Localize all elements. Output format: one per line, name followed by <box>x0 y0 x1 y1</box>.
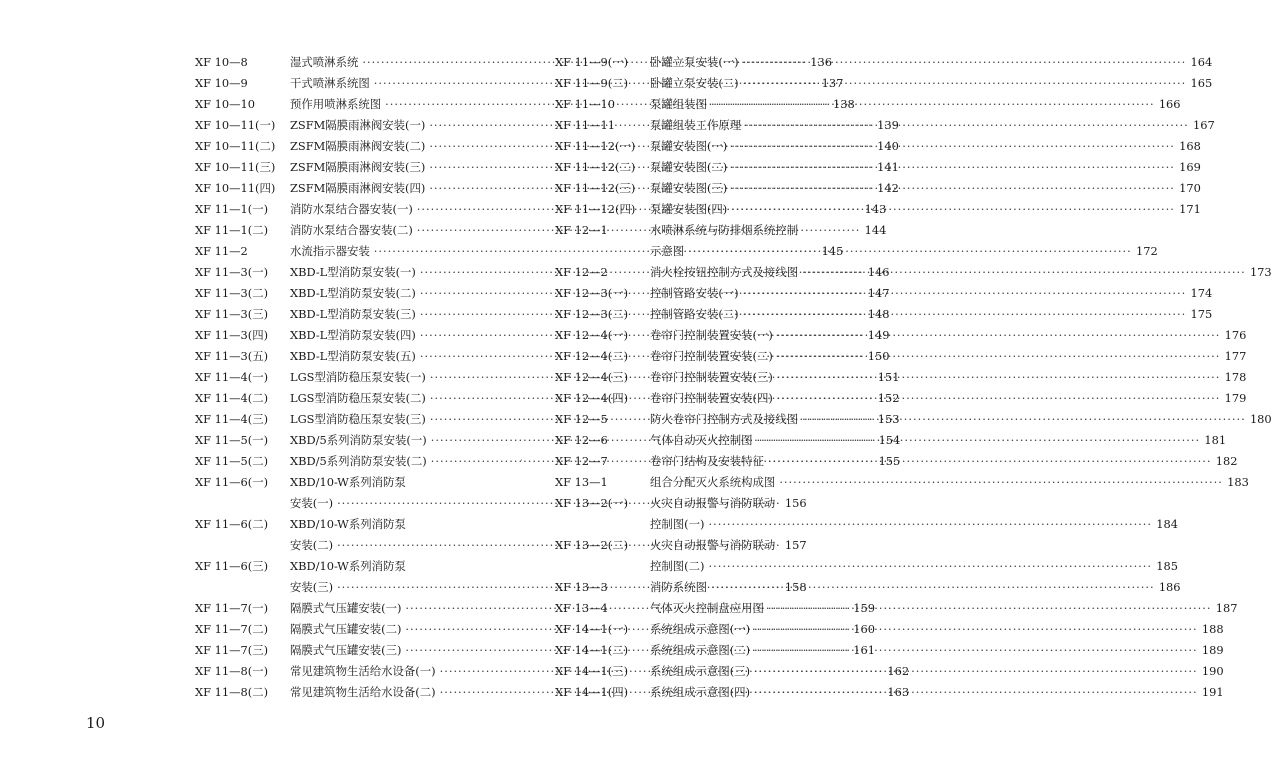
entry-page: 136 <box>810 55 832 69</box>
entry-page: 145 <box>821 244 844 258</box>
entry-code: XF 12—7 <box>555 454 608 468</box>
entry-page: 137 <box>821 76 844 90</box>
entry-code: XF 14—1(四) <box>555 685 629 699</box>
entry-title: 泵罐组装工作原理 <box>650 118 742 132</box>
entry-page: 169 <box>1179 160 1201 174</box>
entry-page: 181 <box>1204 433 1227 447</box>
entry-page: 189 <box>1201 643 1224 657</box>
entry-page: 173 <box>1249 265 1272 279</box>
entry-title: 火灾自动报警与消防联动 <box>650 538 776 552</box>
dot-leader <box>743 73 1187 94</box>
entry-code: XF 13—3 <box>555 580 608 594</box>
entry-title: LGS型消防稳压泵安装(二) <box>290 391 426 405</box>
entry-code: XF 12—3(一) <box>555 286 629 300</box>
entry-page: 172 <box>1136 244 1158 258</box>
entry-code: XF 11—8(一) <box>195 664 269 678</box>
entry-title: 气体自动灭火控制图 <box>650 433 753 447</box>
entry-code: XF 11—6(二) <box>195 517 269 531</box>
toc-entry <box>195 514 513 535</box>
toc-entry <box>555 619 1224 640</box>
toc-entry <box>555 472 1249 493</box>
entry-code: XF 11—8(二) <box>195 685 269 699</box>
entry-title: 预作用喷淋系统图 <box>290 97 382 111</box>
entry-code: XF 12—1 <box>555 223 608 237</box>
dot-leader <box>711 577 1155 598</box>
dot-leader <box>731 178 1175 199</box>
entry-title: XBD-L型消防泵安装(四) <box>290 328 416 342</box>
entry-page: 186 <box>1158 580 1181 594</box>
entry-page: 178 <box>1224 370 1247 384</box>
entry-page: 153 <box>877 412 900 426</box>
entry-code: XF 11—7(二) <box>195 622 269 636</box>
toc-entry <box>195 556 513 577</box>
toc-entry <box>555 556 1179 577</box>
entry-title: 干式喷淋系统图 <box>290 76 370 90</box>
entry-page: 158 <box>784 580 807 594</box>
entry-code: XF 11—10 <box>555 97 616 111</box>
entry-page: 185 <box>1156 559 1179 573</box>
entry-code: XF 13—2(一) <box>555 496 629 510</box>
entry-page: 191 <box>1201 685 1224 699</box>
entry-title: 控制图(一) <box>650 517 705 531</box>
entry-code: XF 11—1(二) <box>195 223 269 237</box>
dot-leader <box>731 136 1175 157</box>
entry-title: 隔膜式气压罐安装(二) <box>290 622 402 636</box>
entry-title: 泵罐安装图(一) <box>650 139 728 153</box>
dot-leader <box>688 241 1132 262</box>
dot-leader <box>743 283 1187 304</box>
entry-title: XBD/10-W系列消防泵 <box>290 475 406 489</box>
dot-leader <box>777 367 1221 388</box>
entry-code: XF 11—6(一) <box>195 475 269 489</box>
entry-page: 140 <box>877 139 899 153</box>
entry-page: 165 <box>1190 76 1213 90</box>
entry-page: 184 <box>1156 517 1179 531</box>
entry-title: 控制管路安装(二) <box>650 307 739 321</box>
entry-title: 泵罐安装图(三) <box>650 181 728 195</box>
dot-leader <box>754 640 1198 661</box>
entry-code: XF 11—3(五) <box>195 349 269 363</box>
entry-page: 146 <box>867 265 890 279</box>
toc-entry <box>555 640 1224 661</box>
entry-title: XBD-L型消防泵安装(二) <box>290 286 416 300</box>
entry-title: 常见建筑物生活给水设备(二) <box>290 685 436 699</box>
dot-leader <box>731 199 1175 220</box>
entry-code: XF 11—4(一) <box>195 370 269 384</box>
entry-page: 188 <box>1201 622 1224 636</box>
dot-leader <box>777 346 1221 367</box>
dot-leader <box>754 661 1198 682</box>
entry-code: XF 11—12(三) <box>555 181 636 195</box>
dot-leader <box>779 472 1223 493</box>
entry-code: XF 11—4(二) <box>195 391 269 405</box>
toc-entry <box>555 535 873 556</box>
dot-leader <box>708 514 1152 535</box>
entry-title: XBD/10-W系列消防泵 <box>290 559 406 573</box>
entry-page: 157 <box>784 538 807 552</box>
entry-code: XF 12—2 <box>555 265 608 279</box>
entry-title: 泵罐安装图(二) <box>650 160 728 174</box>
entry-title: 隔膜式气压罐安装(三) <box>290 643 402 657</box>
dot-leader <box>711 94 1155 115</box>
entry-code: XF 11—3(三) <box>195 307 269 321</box>
entry-page: 151 <box>877 370 900 384</box>
entry-title: 卧罐立泵安装(一) <box>650 55 739 69</box>
entry-code: XF 11—3(一) <box>195 265 269 279</box>
scan-speck: · <box>520 456 523 466</box>
dot-leader <box>743 304 1187 325</box>
entry-title: 系统组成示意图(四) <box>650 685 751 699</box>
toc-entry <box>555 493 873 514</box>
entry-code: XF 12—4(四) <box>555 391 629 405</box>
entry-title: XBD/10-W系列消防泵 <box>290 517 406 531</box>
page-number: 10 <box>86 714 106 732</box>
entry-page: 187 <box>1215 601 1238 615</box>
entry-page: 166 <box>1158 97 1181 111</box>
entry-title: 泵罐组装图 <box>650 97 707 111</box>
dot-leader <box>777 325 1221 346</box>
entry-title: 湿式喷淋系统 <box>290 55 359 69</box>
entry-code: XF 12—4(一) <box>555 328 629 342</box>
entry-title: 卷帘门结构及安装特征 <box>650 454 764 468</box>
entry-title: 控制管路安装(一) <box>650 286 739 300</box>
entry-page: 159 <box>853 601 875 615</box>
entry-title: 消防水泵结合器安装(一) <box>290 202 413 216</box>
entry-title: 消防水泵结合器安装(二) <box>290 223 413 237</box>
entry-code: XF 11—2 <box>195 244 248 258</box>
dot-leader <box>731 157 1175 178</box>
entry-title: 泵罐安装图(四) <box>650 202 728 216</box>
entry-code: XF 11—9(一) <box>555 55 629 69</box>
entry-title: 安装(一) <box>290 496 334 510</box>
entry-code: XF 11—6(三) <box>195 559 269 573</box>
entry-code: XF 10—11(二) <box>195 139 276 153</box>
entry-title: 常见建筑物生活给水设备(一) <box>290 664 436 678</box>
toc-entry <box>555 241 1158 262</box>
entry-code: XF 11—12(四) <box>555 202 636 216</box>
entry-page: 170 <box>1179 181 1201 195</box>
entry-page: 143 <box>864 202 887 216</box>
entry-code: XF 10—8 <box>195 55 248 69</box>
entry-page: 144 <box>864 223 887 237</box>
entry-title: 消防系统图 <box>650 580 707 594</box>
dot-leader <box>754 619 1198 640</box>
entry-title: 防火卷帘门控制方式及接线图 <box>650 412 799 426</box>
entry-code: XF 13—2(二) <box>555 538 629 552</box>
dot-leader <box>768 451 1212 472</box>
entry-code: XF 10—10 <box>195 97 256 111</box>
entry-title: LGS型消防稳压泵安装(一) <box>290 370 426 384</box>
entry-page: 164 <box>1190 55 1213 69</box>
entry-page: 148 <box>867 307 890 321</box>
dot-leader <box>802 262 1246 283</box>
entry-code: XF 14—1(三) <box>555 664 629 678</box>
toc-entry <box>555 514 1179 535</box>
entry-code: XF 11—5(二) <box>195 454 269 468</box>
entry-title: 组合分配灭火系统构成图 <box>650 475 776 489</box>
entry-page: 180 <box>1249 412 1272 426</box>
entry-title: 气体灭火控制盘应用图 <box>650 601 764 615</box>
entry-code: XF 11—3(二) <box>195 286 269 300</box>
entry-page: 155 <box>878 454 901 468</box>
entry-code: XF 10—11(一) <box>195 118 276 132</box>
dot-leader <box>802 409 1246 430</box>
entry-title: 水喷淋系统与防排烟系统控制 <box>650 223 799 237</box>
toc-entry <box>195 472 513 493</box>
entry-title: 卷帘门控制装置安装(三) <box>650 370 773 384</box>
toc-entry <box>555 220 873 241</box>
entry-page: 175 <box>1190 307 1213 321</box>
entry-page: 162 <box>887 664 910 678</box>
entry-code: XF 11—7(一) <box>195 601 269 615</box>
toc-entry <box>555 577 1181 598</box>
entry-page: 160 <box>853 622 875 636</box>
entry-page: 142 <box>877 181 899 195</box>
entry-page: 139 <box>877 118 899 132</box>
entry-title: 消火栓按钮控制方式及接线图 <box>650 265 799 279</box>
entry-code: XF 14—1(二) <box>555 643 629 657</box>
entry-title: XBD/5系列消防泵安装(一) <box>290 433 427 447</box>
entry-title: 卷帘门控制装置安装(二) <box>650 349 773 363</box>
entry-page: 174 <box>1190 286 1213 300</box>
dot-leader <box>777 388 1221 409</box>
toc-entry <box>555 52 1213 73</box>
entry-code: XF 12—5 <box>555 412 608 426</box>
entry-title: 安装(二) <box>290 538 334 552</box>
dot-leader <box>768 598 1212 619</box>
toc-entry <box>555 94 1181 115</box>
entry-title: ZSFM隔膜雨淋阀安装(三) <box>290 160 426 174</box>
entry-title: XBD-L型消防泵安装(五) <box>290 349 416 363</box>
entry-code: XF 11—12(一) <box>555 139 636 153</box>
entry-code: XF 10—11(三) <box>195 160 276 174</box>
entry-title: ZSFM隔膜雨淋阀安装(四) <box>290 181 426 195</box>
entry-page: 171 <box>1179 202 1201 216</box>
entry-page: 167 <box>1192 118 1215 132</box>
entry-code: XF 12—6 <box>555 433 608 447</box>
entry-page: 138 <box>832 97 855 111</box>
entry-title: 示意图 <box>650 244 685 258</box>
entry-code: XF 11—4(三) <box>195 412 269 426</box>
entry-code: XF 11—11 <box>555 118 616 132</box>
entry-page: 183 <box>1227 475 1249 489</box>
entry-page: 147 <box>867 286 890 300</box>
entry-title: 系统组成示意图(一) <box>650 622 751 636</box>
entry-code: XF 11—3(四) <box>195 328 269 342</box>
entry-code: XF 11—7(三) <box>195 643 269 657</box>
entry-page: 177 <box>1224 349 1247 363</box>
entry-page: 190 <box>1201 664 1224 678</box>
entry-code: XF 11—9(二) <box>555 76 629 90</box>
entry-code: XF 10—9 <box>195 76 248 90</box>
dot-leader <box>757 430 1201 451</box>
entry-page: 163 <box>887 685 910 699</box>
entry-code: XF 13—4 <box>555 601 608 615</box>
entry-code: XF 12—4(二) <box>555 349 629 363</box>
entry-title: ZSFM隔膜雨淋阀安装(一) <box>290 118 426 132</box>
entry-title: 卷帘门控制装置安装(一) <box>650 328 773 342</box>
dot-leader <box>745 115 1189 136</box>
entry-code: XF 13—1 <box>555 475 608 489</box>
entry-page: 179 <box>1224 391 1247 405</box>
entry-title: 水流指示器安装 <box>290 244 370 258</box>
entry-title: 隔膜式气压罐安装(一) <box>290 601 402 615</box>
entry-title: ZSFM隔膜雨淋阀安装(二) <box>290 139 426 153</box>
entry-code: XF 12—3(二) <box>555 307 629 321</box>
entry-code: XF 14—1(一) <box>555 622 629 636</box>
entry-title: 卷帘门控制装置安装(四) <box>650 391 773 405</box>
entry-title: 安装(三) <box>290 580 334 594</box>
entry-page: 152 <box>877 391 900 405</box>
entry-page: 182 <box>1215 454 1238 468</box>
entry-code: XF 11—1(一) <box>195 202 269 216</box>
entry-title: XBD-L型消防泵安装(三) <box>290 307 416 321</box>
entry-code: XF 11—12(二) <box>555 160 636 174</box>
entry-title: XBD/5系列消防泵安装(二) <box>290 454 427 468</box>
entry-page: 141 <box>877 160 899 174</box>
entry-page: 156 <box>784 496 807 510</box>
toc-entry <box>555 598 1238 619</box>
entry-code: XF 11—5(一) <box>195 433 269 447</box>
toc-entry <box>555 73 1213 94</box>
entry-code: XF 10—11(四) <box>195 181 276 195</box>
entry-page: 149 <box>867 328 890 342</box>
entry-title: 系统组成示意图(二) <box>650 643 751 657</box>
entry-title: XBD-L型消防泵安装(一) <box>290 265 416 279</box>
dot-leader <box>708 556 1152 577</box>
entry-page: 154 <box>878 433 901 447</box>
entry-page: 176 <box>1224 328 1247 342</box>
entry-page: 150 <box>867 349 890 363</box>
entry-title: LGS型消防稳压泵安装(三) <box>290 412 426 426</box>
entry-page: 168 <box>1179 139 1201 153</box>
entry-title: 卧罐立泵安装(二) <box>650 76 739 90</box>
entry-title: 控制图(二) <box>650 559 705 573</box>
dot-leader <box>743 52 1187 73</box>
dot-leader <box>754 682 1198 703</box>
entry-title: 火灾自动报警与消防联动 <box>650 496 776 510</box>
entry-page: 161 <box>853 643 875 657</box>
entry-title: 系统组成示意图(三) <box>650 664 751 678</box>
entry-code: XF 12—4(三) <box>555 370 629 384</box>
